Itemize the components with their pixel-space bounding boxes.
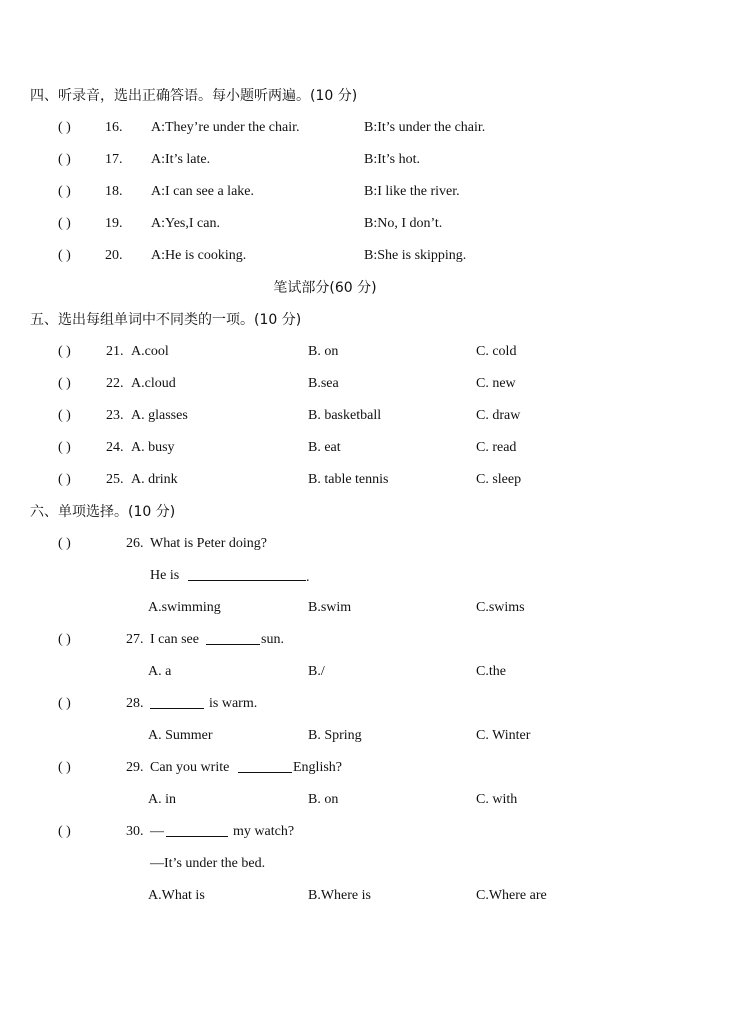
option-a: A.cloud <box>131 376 176 391</box>
option-c: C. draw <box>476 408 521 423</box>
section-5-title: 五、选出每组单词中不同类的一项。(10 分) <box>30 312 302 328</box>
option-a: A. drink <box>131 472 178 487</box>
answer-paren: ( ) <box>58 696 71 711</box>
option-b: B. basketball <box>308 408 382 423</box>
question-text-after: English? <box>293 760 342 775</box>
answer-paren: ( ) <box>58 248 71 263</box>
answer-paren: ( ) <box>58 760 71 775</box>
fill-blank <box>206 630 260 652</box>
option-a: A.cool <box>131 344 169 359</box>
question-text: What is Peter doing? <box>150 536 268 551</box>
option-c: C. Winter <box>476 728 531 743</box>
answer-paren: ( ) <box>58 376 71 391</box>
option-b: B:I like the river. <box>364 184 460 199</box>
written-part-title: 笔试部分(60 分) <box>273 280 377 296</box>
question-number: 26. <box>126 536 144 551</box>
option-b: B. table tennis <box>308 472 389 487</box>
option-c: C. cold <box>476 344 517 359</box>
option-c: C. with <box>476 792 518 807</box>
option-b: B.sea <box>308 376 339 391</box>
answer-paren: ( ) <box>58 216 71 231</box>
option-a: A. glasses <box>131 408 188 423</box>
question-text-before: I can see <box>150 632 199 647</box>
answer-paren: ( ) <box>58 536 71 551</box>
option-b: B. Spring <box>308 728 362 743</box>
question-number: 30. <box>126 824 144 839</box>
question-text-after: my watch? <box>233 824 295 839</box>
option-b: B./ <box>308 664 325 679</box>
answer-paren: ( ) <box>58 824 71 839</box>
option-c: C.the <box>476 664 506 679</box>
option-b: B.swim <box>308 600 352 615</box>
fill-blank <box>166 822 228 844</box>
fill-blank <box>238 758 292 780</box>
option-c: C.Where are <box>476 888 547 903</box>
answer-paren: ( ) <box>58 120 71 135</box>
question-number: 21. <box>106 344 124 359</box>
question-number: 19. <box>105 216 123 231</box>
question-number: 25. <box>106 472 124 487</box>
option-a: A:It’s late. <box>151 152 211 167</box>
section-4-title: 四、听录音，选出正确答语。每小题听两遍。(10 分) <box>30 88 358 104</box>
answer-paren: ( ) <box>58 184 71 199</box>
option-a: A:I can see a lake. <box>151 184 254 199</box>
option-a: A. busy <box>131 440 175 455</box>
option-c: C. sleep <box>476 472 522 487</box>
option-a: A. Summer <box>148 728 213 743</box>
response-text: —It’s under the bed. <box>150 856 266 871</box>
option-a: A. a <box>148 664 172 679</box>
answer-paren: ( ) <box>58 440 71 455</box>
option-c: C. read <box>476 440 517 455</box>
option-c: C. new <box>476 376 516 391</box>
answer-paren: ( ) <box>58 632 71 647</box>
option-a: A:He is cooking. <box>151 248 247 263</box>
option-a: A:Yes,I can. <box>151 216 220 231</box>
fill-blank: . <box>188 566 310 588</box>
option-a: A. in <box>148 792 176 807</box>
question-text-after: is warm. <box>209 696 258 711</box>
question-number: 27. <box>126 632 144 647</box>
option-b: B. on <box>308 792 339 807</box>
option-b: B:No, I don’t. <box>364 216 443 231</box>
section-6-title: 六、单项选择。(10 分) <box>30 504 176 520</box>
question-number: 24. <box>106 440 124 455</box>
option-b: B.Where is <box>308 888 371 903</box>
question-number: 28. <box>126 696 144 711</box>
question-number: 16. <box>105 120 123 135</box>
option-a: A.swimming <box>148 600 221 615</box>
question-text-before: Can you write <box>150 760 230 775</box>
option-c: C.swims <box>476 600 525 615</box>
option-b: B:She is skipping. <box>364 248 467 263</box>
option-b: B:It’s hot. <box>364 152 421 167</box>
option-b: B:It’s under the chair. <box>364 120 486 135</box>
question-number: 23. <box>106 408 124 423</box>
answer-paren: ( ) <box>58 472 71 487</box>
option-b: B. on <box>308 344 339 359</box>
option-b: B. eat <box>308 440 341 455</box>
answer-prefix: He is <box>150 568 180 583</box>
fill-blank <box>150 694 204 716</box>
answer-paren: ( ) <box>58 344 71 359</box>
question-number: 18. <box>105 184 123 199</box>
option-a: A:They’re under the chair. <box>151 120 300 135</box>
question-number: 29. <box>126 760 144 775</box>
answer-paren: ( ) <box>58 152 71 167</box>
question-number: 17. <box>105 152 123 167</box>
question-text-before: — <box>150 824 164 839</box>
question-number: 22. <box>106 376 124 391</box>
answer-paren: ( ) <box>58 408 71 423</box>
question-text-after: sun. <box>261 632 284 647</box>
question-number: 20. <box>105 248 123 263</box>
option-a: A.What is <box>148 888 205 903</box>
